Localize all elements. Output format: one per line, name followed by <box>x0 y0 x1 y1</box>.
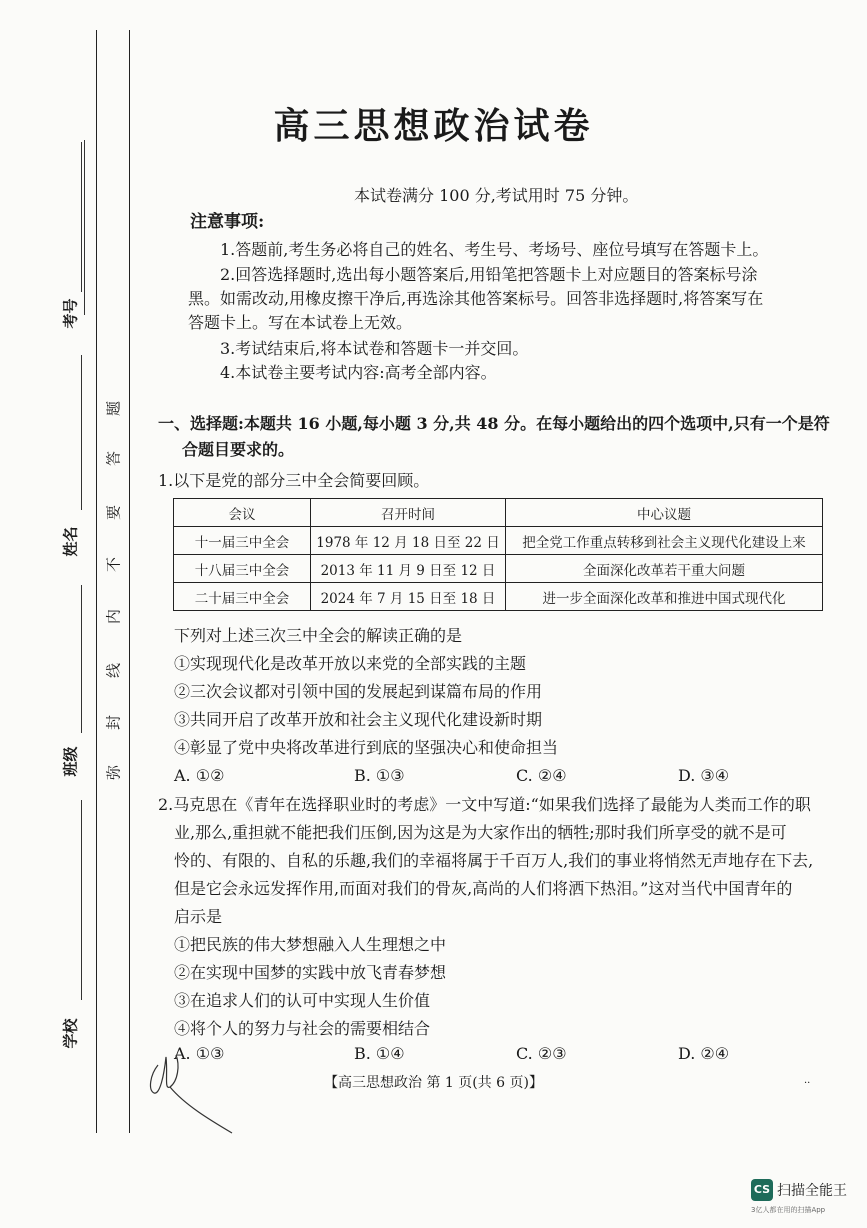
table-row <box>174 555 823 583</box>
notice-line: 2.回答选择题时,选出每小题答案后,用铅笔把答题卡上对应题目的答案标号涂 <box>220 265 758 284</box>
notice-line: 黑。如需改动,用橡皮擦干净后,再选涂其他答案标号。回答非选择题时,将答案写在 <box>188 289 764 308</box>
table-header: 召开时间 <box>311 499 506 527</box>
q2-option-c[interactable]: C. ②③ <box>516 1044 567 1063</box>
q2-stem-line: 启示是 <box>174 907 223 926</box>
plenary-table <box>173 498 823 611</box>
notice-heading: 注意事项: <box>190 212 265 232</box>
table-cell: 十一届三中全会 <box>174 527 311 555</box>
table-row <box>174 527 823 555</box>
camscanner-logo-icon: CS <box>751 1179 773 1201</box>
q2-item: ④将个人的努力与社会的需要相结合 <box>174 1019 431 1038</box>
seal-char: 答 <box>104 451 123 467</box>
q1-option-a[interactable]: A. ①② <box>174 766 225 785</box>
q2-option-a[interactable]: A. ①③ <box>174 1044 225 1063</box>
table-cell: 二十届三中全会 <box>174 583 311 611</box>
notice-line: 4.本试卷主要考试内容:高考全部内容。 <box>220 363 497 382</box>
scanner-brand: 扫描全能王 <box>777 1183 847 1199</box>
q2-stem-line: 怜的、有限的、自私的乐趣,我们的幸福将属于千百万人,我们的事业将悄然无声地存在下去, <box>174 851 814 870</box>
exam-number-label: 考号 <box>61 298 80 329</box>
q2-item: ①把民族的伟大梦想融入人生理想之中 <box>174 935 447 954</box>
footer-mark: ·· <box>804 1078 811 1089</box>
page-title: 高三思想政治试卷 <box>273 106 594 147</box>
table-cell: 全面深化改革若干重大问题 <box>506 555 823 583</box>
name-label: 姓名 <box>61 526 80 557</box>
class-line[interactable] <box>81 585 82 733</box>
name-line[interactable] <box>81 355 82 510</box>
q1-option-c[interactable]: C. ②④ <box>516 766 567 785</box>
q2-stem-line: 2.马克思在《青年在选择职业时的考虑》一文中写道:“如果我们选择了最能为人类而工作的职 <box>158 795 811 814</box>
class-label-wrap <box>52 738 88 778</box>
seal-char: 线 <box>104 663 123 679</box>
table-header-row <box>174 499 823 527</box>
scanner-watermark <box>751 1176 855 1220</box>
binding-line <box>96 30 97 1133</box>
q2-option-d[interactable]: D. ②④ <box>678 1044 730 1063</box>
q1-item: ②三次会议都对引领中国的发展起到谋篇布局的作用 <box>174 682 543 701</box>
exam-number-line <box>81 142 82 292</box>
section-heading: 一、选择题:本题共 16 小题,每小题 3 分,共 48 分。在每小题给出的四个选项中,只有一个是符 <box>158 414 830 433</box>
exam-number-blank <box>84 140 85 315</box>
table-cell: 1978 年 12 月 18 日至 22 日 <box>311 527 506 555</box>
q1-stem: 1.以下是党的部分三中全会简要回顾。 <box>158 471 430 490</box>
seal-char: 题 <box>104 401 123 417</box>
scanner-slogan: 3亿人都在用的扫描App <box>751 1206 826 1214</box>
seal-char: 内 <box>104 609 123 625</box>
seal-char: 弥 <box>104 765 123 781</box>
school-label-wrap <box>52 1010 88 1050</box>
q1-item: ④彰显了党中央将改革进行到底的坚强决心和使命担当 <box>174 738 559 757</box>
q2-stem-line: 但是它会永远发挥作用,而面对我们的骨灰,高尚的人们将洒下热泪。”这对当代中国青年的 <box>174 879 793 898</box>
table-header: 中心议题 <box>506 499 823 527</box>
table-cell: 2013 年 11 月 9 日至 12 日 <box>311 555 506 583</box>
page-footer: 【高三思想政治 第 1 页(共 6 页)】 <box>324 1075 543 1091</box>
section-heading-cont: 合题目要求的。 <box>182 440 295 459</box>
q1-item: ③共同开启了改革开放和社会主义现代化建设新时期 <box>174 710 543 729</box>
table-cell: 把全党工作重点转移到社会主义现代化建设上来 <box>506 527 823 555</box>
q1-option-b[interactable]: B. ①③ <box>354 766 405 785</box>
school-line[interactable] <box>81 800 82 1000</box>
notice-line: 3.考试结束后,将本试卷和答题卡一并交回。 <box>220 339 529 358</box>
q2-item: ③在追求人们的认可中实现人生价值 <box>174 991 431 1010</box>
table-header: 会议 <box>174 499 311 527</box>
exam-number-label-wrap <box>52 290 88 330</box>
class-label: 班级 <box>61 746 80 777</box>
q2-item: ②在实现中国梦的实践中放飞青春梦想 <box>174 963 447 982</box>
seal-char: 要 <box>104 505 123 521</box>
seal-border-line <box>129 30 130 1133</box>
notice-line: 1.答题前,考生务必将自己的姓名、考生号、考场号、座位号填写在答题卡上。 <box>220 240 769 259</box>
seal-char: 封 <box>104 715 123 731</box>
q1-prompt: 下列对上述三次三中全会的解读正确的是 <box>174 626 463 645</box>
q2-stem-line: 业,那么,重担就不能把我们压倒,因为这是为大家作出的牺牲;那时我们所享受的就不是可 <box>174 823 787 842</box>
seal-char: 不 <box>104 557 123 573</box>
school-label: 学校 <box>61 1018 80 1049</box>
table-row <box>174 583 823 611</box>
name-label-wrap <box>52 518 88 558</box>
table-cell: 进一步全面深化改革和推进中国式现代化 <box>506 583 823 611</box>
notice-line: 答题卡上。写在本试卷上无效。 <box>188 313 413 332</box>
q1-option-d[interactable]: D. ③④ <box>678 766 730 785</box>
table-cell: 十八届三中全会 <box>174 555 311 583</box>
q2-option-b[interactable]: B. ①④ <box>354 1044 405 1063</box>
exam-intro: 本试卷满分 100 分,考试用时 75 分钟。 <box>354 186 639 205</box>
table-cell: 2024 年 7 月 15 日至 18 日 <box>311 583 506 611</box>
q1-item: ①实现现代化是改革开放以来党的全部实践的主题 <box>174 654 527 673</box>
